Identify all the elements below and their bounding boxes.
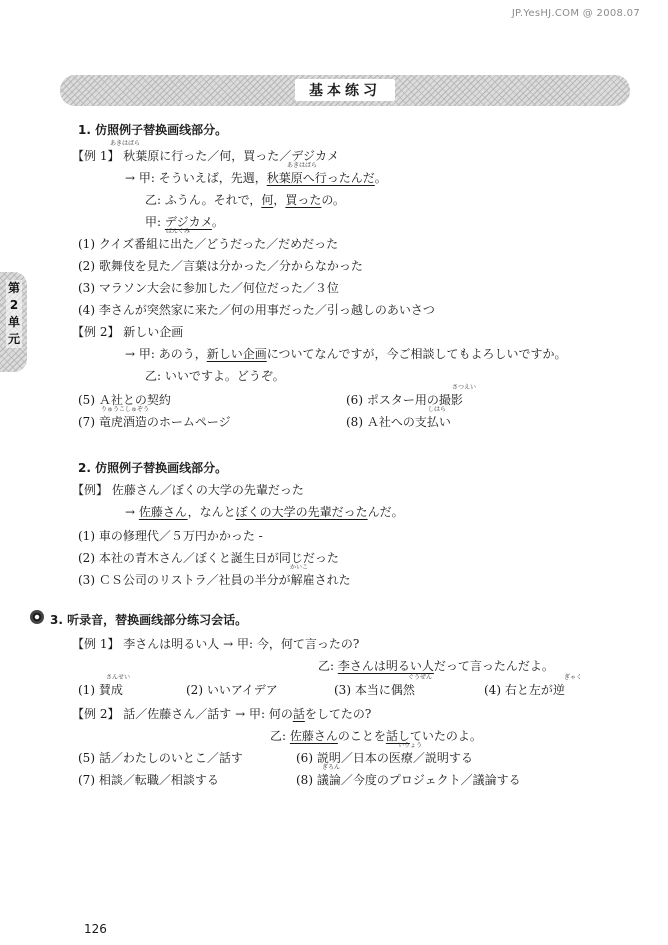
side-tab-label: 第2单元: [7, 281, 20, 346]
dialogue-tail: だって言ったんだよ。: [433, 659, 554, 673]
item-number: (2): [186, 683, 203, 697]
item-text: 竜虎酒造のホームページ: [98, 415, 231, 429]
item-text: マラソン大会に参加した／何位だった／３位: [98, 281, 339, 295]
item-number: (2): [78, 259, 95, 273]
dialogue-tail: についてなんですが，今ご相談してもよろしいですか。: [266, 347, 567, 361]
item-number: (4): [78, 303, 95, 317]
item-number: (6): [296, 751, 313, 765]
dialogue-lead: 甲:: [145, 215, 165, 229]
item-number: (5): [78, 751, 95, 765]
example-prompt: 佐藤さん／ぼくの大学の先輩だった: [111, 483, 304, 497]
item-number: (6): [346, 393, 363, 407]
s2-example: [72, 482, 304, 498]
example-prompt: 李さんは明るい人 → 甲: 今，何て言ったの?: [123, 637, 360, 651]
ruby-ryuko-shuzo: りゅうこしゅぞう: [101, 406, 150, 413]
s1-ex1-dialogue-2: [145, 192, 345, 208]
s3-item-2: [186, 682, 278, 698]
item-text: Ａ社への支払い: [366, 415, 451, 429]
item-text: 本社の青木さん／ぼくと誕生日が同じだった: [98, 551, 339, 565]
underlined-phrase: 秋葉原へ行ったんだ: [266, 171, 375, 185]
underlined-phrase: 買った: [285, 193, 322, 207]
unit-side-tab: [0, 272, 27, 372]
s1-ex2-dialogue-2: 乙: いいですよ。どうぞ。: [145, 369, 285, 383]
s2-example-dialogue: [125, 504, 404, 520]
audio-cd-icon: [30, 610, 44, 624]
item-number: (3): [78, 281, 95, 295]
dialogue-lead: →: [125, 505, 139, 519]
s3-item-5: [78, 750, 243, 766]
dialogue-lead: → 甲: そういえば，先週，: [125, 171, 267, 185]
s3-ex2-dialogue-2: [270, 728, 482, 744]
item-text: 話／わたしのいとこ／話す: [98, 751, 243, 765]
example-label: 【例】: [72, 483, 109, 497]
dialogue-mid: ，: [273, 193, 286, 207]
item-text: 車の修理代／５万円かかった -: [98, 529, 263, 543]
s1-example2: [72, 324, 183, 340]
dialogue-tail: んだ。: [367, 505, 404, 519]
s2-item-1: [78, 528, 263, 544]
ruby-gyaku: ぎゃく: [564, 674, 583, 681]
watermark: JP.YesHJ.COM @ 2008.07: [511, 8, 640, 19]
item-number: (7): [78, 773, 95, 787]
item-number: (3): [334, 683, 351, 697]
example-prompt: 話／佐藤さん／話す → 甲: 何の: [123, 707, 293, 721]
item-text: 右と左が逆: [504, 683, 565, 697]
example-label: 【例 2】: [72, 707, 120, 721]
ruby-sansei: さんせい: [106, 674, 131, 681]
example-label: 【例 1】: [72, 149, 120, 163]
item-number: (8): [296, 773, 313, 787]
section-1-heading: 1. 仿照例子替换画线部分。: [78, 123, 228, 137]
item-number: (2): [78, 551, 95, 565]
item-number: (1): [78, 683, 95, 697]
ruby-akihabara-2: あきはばら: [287, 162, 318, 169]
underlined-phrase: 何: [261, 193, 274, 207]
item-text: ＣＳ公司のリストラ／社員の半分が解雇された: [98, 573, 351, 587]
item-text: Ａ社との契約: [98, 393, 171, 407]
dialogue-lead: → 甲: あのう，: [125, 347, 207, 361]
example-prompt: 秋葉原に行った／何，買った／デジカメ: [123, 149, 340, 163]
underlined-phrase: 話: [292, 707, 305, 721]
s1-item-8: [346, 414, 451, 430]
ruby-giron: ぎろん: [322, 764, 341, 771]
example-prompt-tail: をしてたの?: [304, 707, 372, 721]
s1-item-1: [78, 236, 338, 252]
dialogue-tail: 。: [211, 215, 224, 229]
s1-ex1-dialogue-1: [125, 170, 387, 186]
item-text: いいアイデア: [206, 683, 278, 697]
s1-item-2: [78, 258, 363, 274]
page-number: 126: [84, 922, 107, 936]
example-label: 【例 2】: [72, 325, 120, 339]
underlined-phrase: デジカメ: [164, 215, 212, 229]
item-text: ポスター用の撮影: [366, 393, 463, 407]
underlined-phrase: 新しい企画: [206, 347, 267, 361]
underlined-phrase: 話し: [385, 729, 410, 743]
s3-item-7: [78, 772, 219, 788]
example-prompt: 新しい企画: [123, 325, 184, 339]
item-number: (8): [346, 415, 363, 429]
dialogue-mid: のことを: [337, 729, 386, 743]
section-3-heading: 3. 听录音，替换画线部分练习会话。: [50, 613, 248, 627]
dialogue-tail: ていたのよ。: [409, 729, 482, 743]
s3-ex1-dialogue-2: [318, 658, 554, 674]
item-text: 説明／日本の医療／説明する: [316, 751, 473, 765]
s1-item-3: [78, 280, 339, 296]
dialogue-lead: 乙:: [318, 659, 338, 673]
ruby-kaiko: かいこ: [290, 564, 309, 571]
dialogue-tail: の。: [321, 193, 345, 207]
item-text: 賛成: [98, 683, 123, 697]
s1-item-7: [78, 414, 231, 430]
ruby-akihabara: あきはばら: [110, 140, 141, 147]
underlined-phrase: 佐藤さん: [289, 729, 338, 743]
ruby-bangumi: ばんぐみ: [166, 228, 191, 235]
ruby-shihara: しはら: [428, 406, 447, 413]
item-number: (1): [78, 237, 95, 251]
s1-item-4: [78, 302, 435, 318]
dialogue-lead: 乙:: [270, 729, 290, 743]
s3-item-8: [296, 772, 521, 788]
s2-item-3: [78, 572, 351, 588]
ruby-guuzen: ぐうぜん: [408, 674, 433, 681]
underlined-phrase: 李さんは明るい人: [337, 659, 434, 673]
dialogue-mid: ，なんと: [187, 505, 236, 519]
item-number: (7): [78, 415, 95, 429]
item-number: (5): [78, 393, 95, 407]
s3-example2: [72, 706, 371, 722]
example-label: 【例 1】: [72, 637, 120, 651]
underlined-phrase: ぼくの大学の先輩だった: [235, 505, 368, 519]
underlined-phrase: 佐藤さん: [138, 505, 188, 519]
item-text: 相談／転職／相談する: [98, 773, 219, 787]
item-text: 本当に偶然: [354, 683, 415, 697]
dialogue-lead: 乙: ふうん。それで，: [145, 193, 262, 207]
item-number: (4): [484, 683, 501, 697]
section-banner: [60, 75, 630, 106]
ruby-satsuei: さつえい: [452, 384, 477, 391]
s3-example1: [72, 636, 359, 652]
item-text: 議論／今度のプロジェクト／議論する: [316, 773, 521, 787]
item-text: クイズ番組に出た／どうだった／だめだった: [98, 237, 339, 251]
item-number: (3): [78, 573, 95, 587]
item-text: 李さんが突然家に来た／何の用事だった／引っ越しのあいさつ: [98, 303, 435, 317]
item-number: (1): [78, 529, 95, 543]
s3-item-4: [484, 682, 565, 698]
item-text: 歌舞伎を見た／言葉は分かった／分からなかった: [98, 259, 363, 273]
section-2-heading: 2. 仿照例子替换画线部分。: [78, 461, 228, 475]
ruby-iryou: いりょう: [398, 742, 423, 749]
banner-title: 基本练习: [295, 79, 395, 101]
s3-item-1: [78, 682, 123, 698]
s3-item-3: [334, 682, 415, 698]
s1-ex2-dialogue-1: [125, 346, 567, 362]
dialogue-tail: 。: [374, 171, 387, 185]
